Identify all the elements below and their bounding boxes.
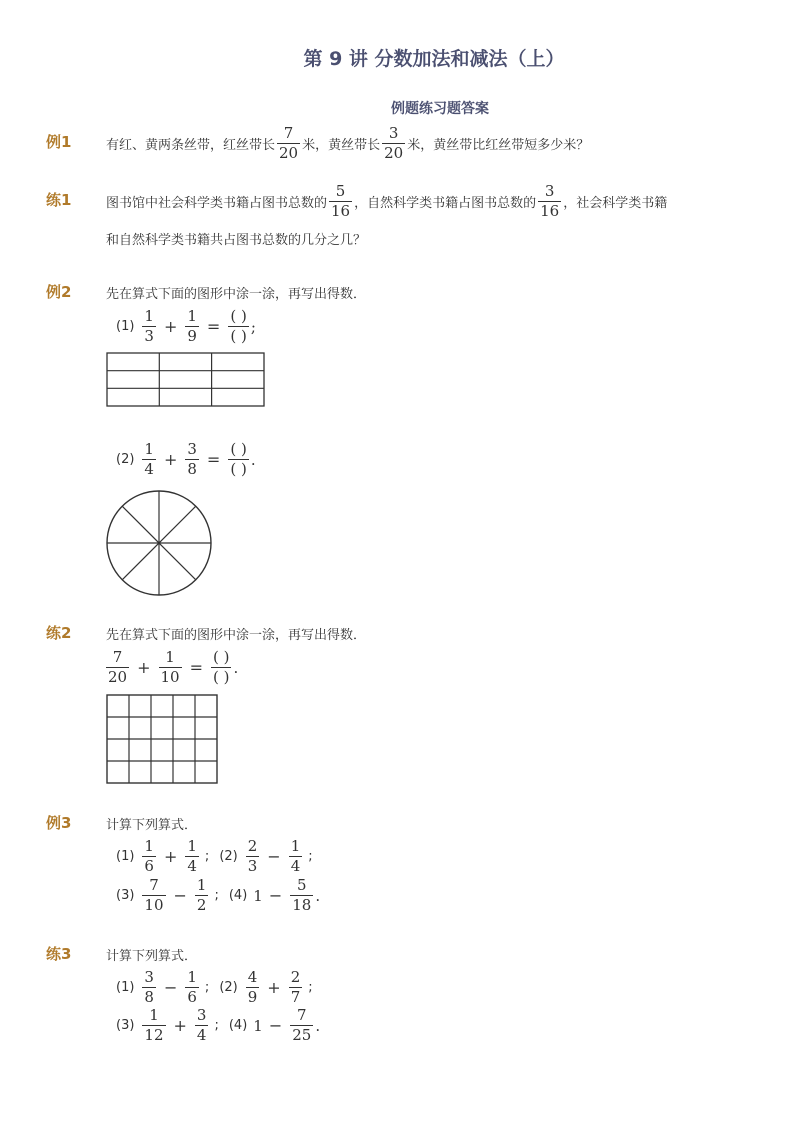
practice-3-prompt: 计算下列算式． xyxy=(106,949,198,964)
punctuation: ; xyxy=(214,1018,219,1033)
fraction: $\frac{2}{7}$ xyxy=(290,968,301,1006)
whole-number: 1 xyxy=(253,1016,263,1035)
problem-index: (1) xyxy=(116,980,135,995)
fraction: $\frac{1}{10}$ xyxy=(160,648,180,686)
example-1-text-part1: 有红、黄两条丝带，红丝带长 xyxy=(106,138,276,153)
practice-1-text xyxy=(106,182,667,221)
circle-8-sectors-figure xyxy=(105,489,215,599)
fraction: $\frac{1}{6}$ xyxy=(187,968,197,1006)
example-1-text-part2: 米，黄丝带长 xyxy=(302,138,381,153)
punctuation: . xyxy=(250,450,256,469)
fraction: $\frac{5}{18}$ xyxy=(292,876,312,914)
operator: + xyxy=(163,317,178,336)
fraction: $\frac{3}{16}$ xyxy=(540,182,560,220)
fraction: $\frac{1}{9}$ xyxy=(187,307,197,345)
fraction: $\frac{7}{10}$ xyxy=(144,876,164,914)
example-2-problem-1 xyxy=(116,307,256,346)
operator: + xyxy=(173,1016,187,1035)
whole-number: 1 xyxy=(253,886,263,905)
practice-3-row-1 xyxy=(116,968,317,1007)
practice-3-label: 练3 xyxy=(46,945,72,963)
example-3-row-2 xyxy=(116,876,320,915)
practice-2-label: 练2 xyxy=(46,624,72,642)
equals-sign: = xyxy=(189,658,203,677)
operator: + xyxy=(267,978,281,997)
operator: − xyxy=(268,1016,283,1035)
example-2-label: 例2 xyxy=(46,283,72,301)
problem-index: (3) xyxy=(116,1018,135,1033)
punctuation: ; xyxy=(250,317,256,336)
fraction: $\frac{3}{20}$ xyxy=(384,124,404,162)
example-2-prompt: 先在算式下面的图形中涂一涂，再写出得数． xyxy=(106,287,367,302)
problem-index: (2) xyxy=(219,980,238,995)
example-1-text-part3: 米，黄丝带比红丝带短多少米？ xyxy=(407,138,590,153)
problem-index: (4) xyxy=(228,888,248,903)
answer-blank-fraction: $\frac{( )}{( )}$ xyxy=(213,648,230,686)
punctuation: . xyxy=(315,886,321,905)
fraction: $\frac{7}{20}$ xyxy=(279,124,299,162)
fraction: $\frac{1}{6}$ xyxy=(144,837,154,875)
operator: − xyxy=(268,886,283,905)
operator: − xyxy=(173,886,187,905)
punctuation: ; xyxy=(204,849,210,864)
punctuation: . xyxy=(233,658,239,677)
fraction: $\frac{7}{20}$ xyxy=(108,648,128,686)
fraction: $\frac{7}{25}$ xyxy=(292,1006,312,1044)
fraction: $\frac{1}{3}$ xyxy=(144,307,154,345)
punctuation: ; xyxy=(308,980,313,995)
grid-4x5-figure xyxy=(106,694,220,786)
grid-3x3-figure xyxy=(106,352,266,408)
fraction: $\frac{1}{4}$ xyxy=(290,837,301,875)
operator: − xyxy=(267,847,281,866)
example-1-label: 例1 xyxy=(46,133,72,151)
practice-1-text-line2: 和自然科学类书籍共占图书总数的几分之几？ xyxy=(106,233,367,248)
problem-index: (1) xyxy=(116,849,135,864)
punctuation: ; xyxy=(308,849,313,864)
punctuation: ; xyxy=(204,980,210,995)
answer-blank-fraction: $\frac{( )}{( )}$ xyxy=(230,440,247,478)
fraction: $\frac{5}{16}$ xyxy=(331,182,351,220)
fraction: $\frac{1}{4}$ xyxy=(144,440,154,478)
equals-sign: = xyxy=(206,450,221,469)
example-3-label: 例3 xyxy=(46,814,72,832)
practice-1-label: 练1 xyxy=(46,191,72,209)
example-3-row-1 xyxy=(116,837,317,876)
practice-3-row-2 xyxy=(116,1006,320,1045)
fraction: $\frac{1}{2}$ xyxy=(196,876,207,914)
practice-2-problem xyxy=(104,648,238,687)
practice-1-text-part1: 图书馆中社会科学类书籍占图书总数的 xyxy=(106,196,328,211)
fraction: $\frac{1}{4}$ xyxy=(187,837,197,875)
answer-blank-fraction: $\frac{( )}{( )}$ xyxy=(230,307,247,345)
problem-index: (3) xyxy=(116,888,135,903)
fraction: $\frac{1}{12}$ xyxy=(144,1006,164,1044)
operator: + xyxy=(137,658,151,677)
practice-1-text-part3: ，社会科学类书籍 xyxy=(563,196,668,211)
problem-index: (2) xyxy=(116,452,135,467)
fraction: $\frac{3}{4}$ xyxy=(196,1006,207,1044)
example-3-prompt: 计算下列算式． xyxy=(106,818,198,833)
fraction: $\frac{4}{9}$ xyxy=(247,968,258,1006)
problem-index: (4) xyxy=(228,1018,248,1033)
section-subtitle: 例题练习题答案 xyxy=(391,101,489,117)
fraction: $\frac{3}{8}$ xyxy=(187,440,197,478)
problem-index: (2) xyxy=(219,849,238,864)
practice-1-text-part2: ，自然科学类书籍占图书总数的 xyxy=(354,196,537,211)
example-1-text xyxy=(106,124,589,163)
example-2-problem-2 xyxy=(116,440,256,479)
punctuation: . xyxy=(315,1016,321,1035)
practice-2-prompt: 先在算式下面的图形中涂一涂，再写出得数． xyxy=(106,628,367,643)
fraction: $\frac{3}{8}$ xyxy=(144,968,154,1006)
page-title: 第 9 讲 分数加法和减法（上） xyxy=(303,48,565,70)
operator: − xyxy=(163,978,178,997)
operator: + xyxy=(163,450,178,469)
equals-sign: = xyxy=(206,317,221,336)
fraction: $\frac{2}{3}$ xyxy=(247,837,258,875)
problem-index: (1) xyxy=(116,319,135,334)
operator: + xyxy=(163,847,178,866)
punctuation: ; xyxy=(214,888,219,903)
